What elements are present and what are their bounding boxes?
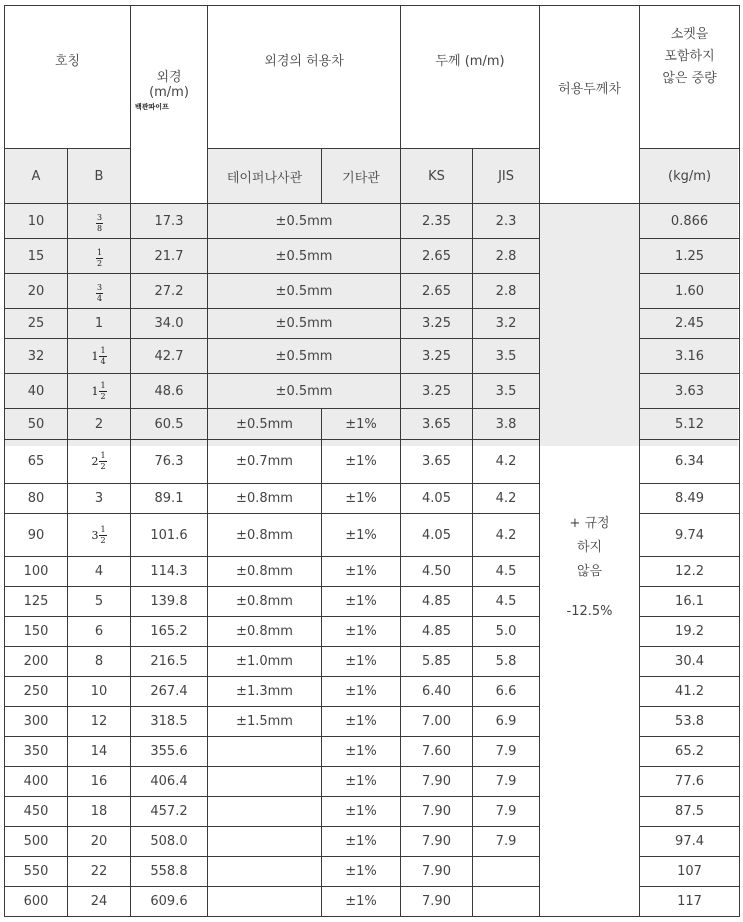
cell-jis: 2.3 [473,204,540,239]
cell-ks: 4.05 [401,514,473,557]
cell-outer-diameter: 355.6 [131,737,208,767]
note-line-2: 하지 [576,540,603,555]
fraction-numerator: 1 [100,524,106,534]
header-thickness: 두께 (m/m) [401,6,540,149]
cell-tol-other: ±1% [322,767,401,797]
cell-jis: 4.2 [473,440,540,484]
cell-outer-diameter: 508.0 [131,827,208,857]
cell-size-a: 20 [5,274,68,309]
cell-weight: 8.49 [640,484,740,514]
cell-tol-other: ±1% [322,514,401,557]
table-row [5,204,740,239]
header-od-tolerance: 외경의 허용차 [208,6,401,149]
cell-weight: 117 [640,887,740,917]
cell-outer-diameter: 34.0 [131,309,208,339]
fraction-denominator: 4 [96,294,103,303]
fraction [91,452,106,471]
fraction [95,249,103,268]
cell-jis: 5.0 [473,617,540,647]
cell-size-a: 550 [5,857,68,887]
cell-outer-diameter: 609.6 [131,887,208,917]
fraction [95,284,103,303]
cell-weight: 107 [640,857,740,887]
cell-outer-diameter: 139.8 [131,587,208,617]
cell-outer-diameter: 457.2 [131,797,208,827]
cell-weight: 2.45 [640,309,740,339]
cell-outer-diameter: 17.3 [131,204,208,239]
cell-ks: 3.25 [401,374,473,409]
cell-outer-diameter: 101.6 [131,514,208,557]
cell-jis: 3.2 [473,309,540,339]
cell-jis: 7.9 [473,737,540,767]
cell-weight: 1.60 [640,274,740,309]
cell-tol-taper: ±0.8mm [208,617,322,647]
cell-tol-other: ±1% [322,587,401,617]
fraction-numerator: 1 [100,451,106,460]
cell-size-a: 250 [5,677,68,707]
cell-jis: 3.5 [473,374,540,409]
cell-tol-other: ±1% [322,797,401,827]
cell-tol-other: ±1% [322,827,401,857]
outer-diameter-note: 백관파이프 [135,103,169,111]
cell-size-a: 25 [5,309,68,339]
header-row-1 [5,6,740,149]
fraction-denominator: 2 [96,259,103,268]
fraction-denominator: 2 [100,462,106,471]
cell-outer-diameter: 114.3 [131,557,208,587]
cell-size-b [68,339,131,374]
cell-tol-other: ±1% [322,677,401,707]
cell-size-a: 15 [5,239,68,274]
cell-tol-other: ±1% [322,557,401,587]
fraction-denominator: 2 [100,535,106,545]
cell-weight: 3.16 [640,339,740,374]
cell-ks: 3.25 [401,309,473,339]
cell-size-b: 12 [68,707,131,737]
cell-size-b: 14 [68,737,131,767]
cell-outer-diameter: 60.5 [131,409,208,440]
cell-outer-diameter: 27.2 [131,274,208,309]
cell-ks: 3.65 [401,409,473,440]
header-designation: 호칭 [5,6,131,149]
header-weight-unit: (kg/m) [640,149,740,204]
cell-weight: 5.12 [640,409,740,440]
cell-size-a: 400 [5,767,68,797]
cell-od-tolerance: ±0.5mm [208,339,401,374]
cell-size-b: 3 [68,484,131,514]
cell-ks: 2.65 [401,239,473,274]
cell-size-a: 350 [5,737,68,767]
cell-outer-diameter: 42.7 [131,339,208,374]
cell-size-a: 500 [5,827,68,857]
cell-size-b [68,374,131,409]
cell-tol-taper: ±0.8mm [208,514,322,557]
cell-size-a: 80 [5,484,68,514]
cell-tol-other: ±1% [322,887,401,917]
cell-size-a: 125 [5,587,68,617]
cell-size-a: 600 [5,887,68,917]
cell-outer-diameter: 216.5 [131,647,208,677]
cell-tol-other: ±1% [322,617,401,647]
fraction-numerator: 3 [96,283,103,292]
cell-size-a: 300 [5,707,68,737]
cell-size-b: 2 [68,409,131,440]
cell-outer-diameter: 21.7 [131,239,208,274]
cell-tol-taper [208,827,322,857]
cell-weight: 3.63 [640,374,740,409]
header-col-a: A [5,149,68,204]
fraction [91,347,106,366]
cell-tol-taper [208,887,322,917]
cell-jis: 4.2 [473,484,540,514]
cell-outer-diameter: 406.4 [131,767,208,797]
cell-tol-taper: ±0.5mm [208,409,322,440]
cell-jis: 7.9 [473,827,540,857]
cell-tol-taper [208,797,322,827]
cell-jis: 4.2 [473,514,540,557]
cell-size-b: 8 [68,647,131,677]
cell-tol-other: ±1% [322,737,401,767]
cell-weight: 77.6 [640,767,740,797]
fraction-whole: 2 [91,455,99,468]
cell-tol-taper: ±0.7mm [208,440,322,484]
cell-size-a: 100 [5,557,68,587]
cell-weight: 53.8 [640,707,740,737]
cell-ks: 4.50 [401,557,473,587]
cell-size-b [68,440,131,484]
cell-size-b: 6 [68,617,131,647]
cell-tol-taper: ±0.8mm [208,557,322,587]
cell-size-b: 20 [68,827,131,857]
cell-jis [473,887,540,917]
cell-weight: 16.1 [640,587,740,617]
cell-jis: 4.5 [473,557,540,587]
cell-ks: 7.00 [401,707,473,737]
cell-size-b: 10 [68,677,131,707]
pipe-spec-table [4,5,740,917]
cell-weight: 30.4 [640,647,740,677]
header-outer-diameter: 외경 (m/m) 백관파이프 [131,6,208,204]
cell-jis: 4.5 [473,587,540,617]
cell-size-a: 40 [5,374,68,409]
cell-outer-diameter: 165.2 [131,617,208,647]
cell-size-b: 5 [68,587,131,617]
cell-outer-diameter: 48.6 [131,374,208,409]
cell-weight: 19.2 [640,617,740,647]
cell-ks: 7.90 [401,827,473,857]
note-line-1: + 규정 [569,516,610,531]
cell-tol-other: ±1% [322,484,401,514]
cell-size-b: 4 [68,557,131,587]
fraction [91,526,106,545]
cell-tol-taper: ±1.5mm [208,707,322,737]
note-line-4: -12.5% [566,604,613,619]
header-col-b: B [68,149,131,204]
cell-tol-taper: ±1.0mm [208,647,322,677]
cell-ks: 5.85 [401,647,473,677]
cell-ks: 7.90 [401,797,473,827]
cell-weight: 97.4 [640,827,740,857]
cell-size-a: 50 [5,409,68,440]
fraction-numerator: 1 [100,380,106,390]
cell-weight: 87.5 [640,797,740,827]
cell-size-b [68,514,131,557]
note-line-3: 않음 [576,564,603,579]
fraction-denominator: 8 [96,224,103,233]
cell-size-a: 32 [5,339,68,374]
cell-jis: 3.5 [473,339,540,374]
cell-tol-taper: ±1.3mm [208,677,322,707]
cell-tol-other: ±1% [322,440,401,484]
cell-tol-other: ±1% [322,647,401,677]
cell-size-b [68,204,131,239]
cell-ks: 4.05 [401,484,473,514]
header-tol-taper: 테이퍼나사관 [208,149,322,204]
cell-ks: 7.90 [401,857,473,887]
fraction-whole: 3 [91,528,99,542]
header-jis: JIS [473,149,540,204]
fraction-numerator: 1 [100,345,106,355]
fraction-numerator: 3 [96,213,103,222]
cell-size-a: 150 [5,617,68,647]
cell-od-tolerance: ±0.5mm [208,309,401,339]
cell-jis: 3.8 [473,409,540,440]
header-thickness-tolerance: 허용두께차 [540,6,640,204]
cell-od-tolerance: ±0.5mm [208,374,401,409]
cell-ks: 4.85 [401,587,473,617]
cell-tol-taper [208,767,322,797]
cell-size-a: 10 [5,204,68,239]
cell-outer-diameter: 89.1 [131,484,208,514]
cell-od-tolerance: ±0.5mm [208,239,401,274]
fraction [95,214,103,233]
cell-tol-other: ±1% [322,409,401,440]
cell-jis: 2.8 [473,274,540,309]
cell-jis: 5.8 [473,647,540,677]
cell-tol-other: ±1% [322,707,401,737]
cell-weight: 9.74 [640,514,740,557]
cell-size-b: 1 [68,309,131,339]
cell-jis: 2.8 [473,239,540,274]
cell-size-b: 24 [68,887,131,917]
cell-outer-diameter: 76.3 [131,440,208,484]
cell-size-a: 90 [5,514,68,557]
cell-size-a: 200 [5,647,68,677]
cell-ks: 4.85 [401,617,473,647]
cell-jis: 7.9 [473,797,540,827]
cell-tol-taper: ±0.8mm [208,587,322,617]
cell-size-b: 18 [68,797,131,827]
fraction-whole: 1 [91,384,99,398]
cell-outer-diameter: 267.4 [131,677,208,707]
cell-tol-taper: ±0.8mm [208,484,322,514]
fraction-denominator: 2 [100,391,106,401]
cell-weight: 6.34 [640,440,740,484]
cell-ks: 2.65 [401,274,473,309]
cell-jis [473,857,540,887]
cell-ks: 3.65 [401,440,473,484]
cell-size-b [68,274,131,309]
cell-od-tolerance: ±0.5mm [208,204,401,239]
thickness-tolerance-note [540,204,640,917]
cell-ks: 2.35 [401,204,473,239]
cell-tol-taper [208,737,322,767]
cell-weight: 12.2 [640,557,740,587]
cell-ks: 7.60 [401,737,473,767]
header-ks: KS [401,149,473,204]
cell-size-b: 16 [68,767,131,797]
cell-outer-diameter: 318.5 [131,707,208,737]
cell-jis: 7.9 [473,767,540,797]
cell-size-a: 450 [5,797,68,827]
cell-tol-taper [208,857,322,887]
fraction-numerator: 1 [96,248,103,257]
cell-jis: 6.6 [473,677,540,707]
cell-size-b [68,239,131,274]
cell-tol-other: ±1% [322,857,401,887]
cell-jis: 6.9 [473,707,540,737]
cell-ks: 3.25 [401,339,473,374]
cell-weight: 41.2 [640,677,740,707]
cell-weight: 0.866 [640,204,740,239]
cell-ks: 7.90 [401,887,473,917]
cell-od-tolerance: ±0.5mm [208,274,401,309]
cell-weight: 1.25 [640,239,740,274]
header-weight: 소켓을 포함하지 않은 중량 [640,6,740,149]
cell-ks: 7.90 [401,767,473,797]
cell-weight: 65.2 [640,737,740,767]
cell-ks: 6.40 [401,677,473,707]
fraction-denominator: 4 [100,356,106,366]
fraction-whole: 1 [91,349,99,363]
cell-size-b: 22 [68,857,131,887]
cell-size-a: 65 [5,440,68,484]
fraction [91,382,106,401]
cell-outer-diameter: 558.8 [131,857,208,887]
header-tol-other: 기타관 [322,149,401,204]
